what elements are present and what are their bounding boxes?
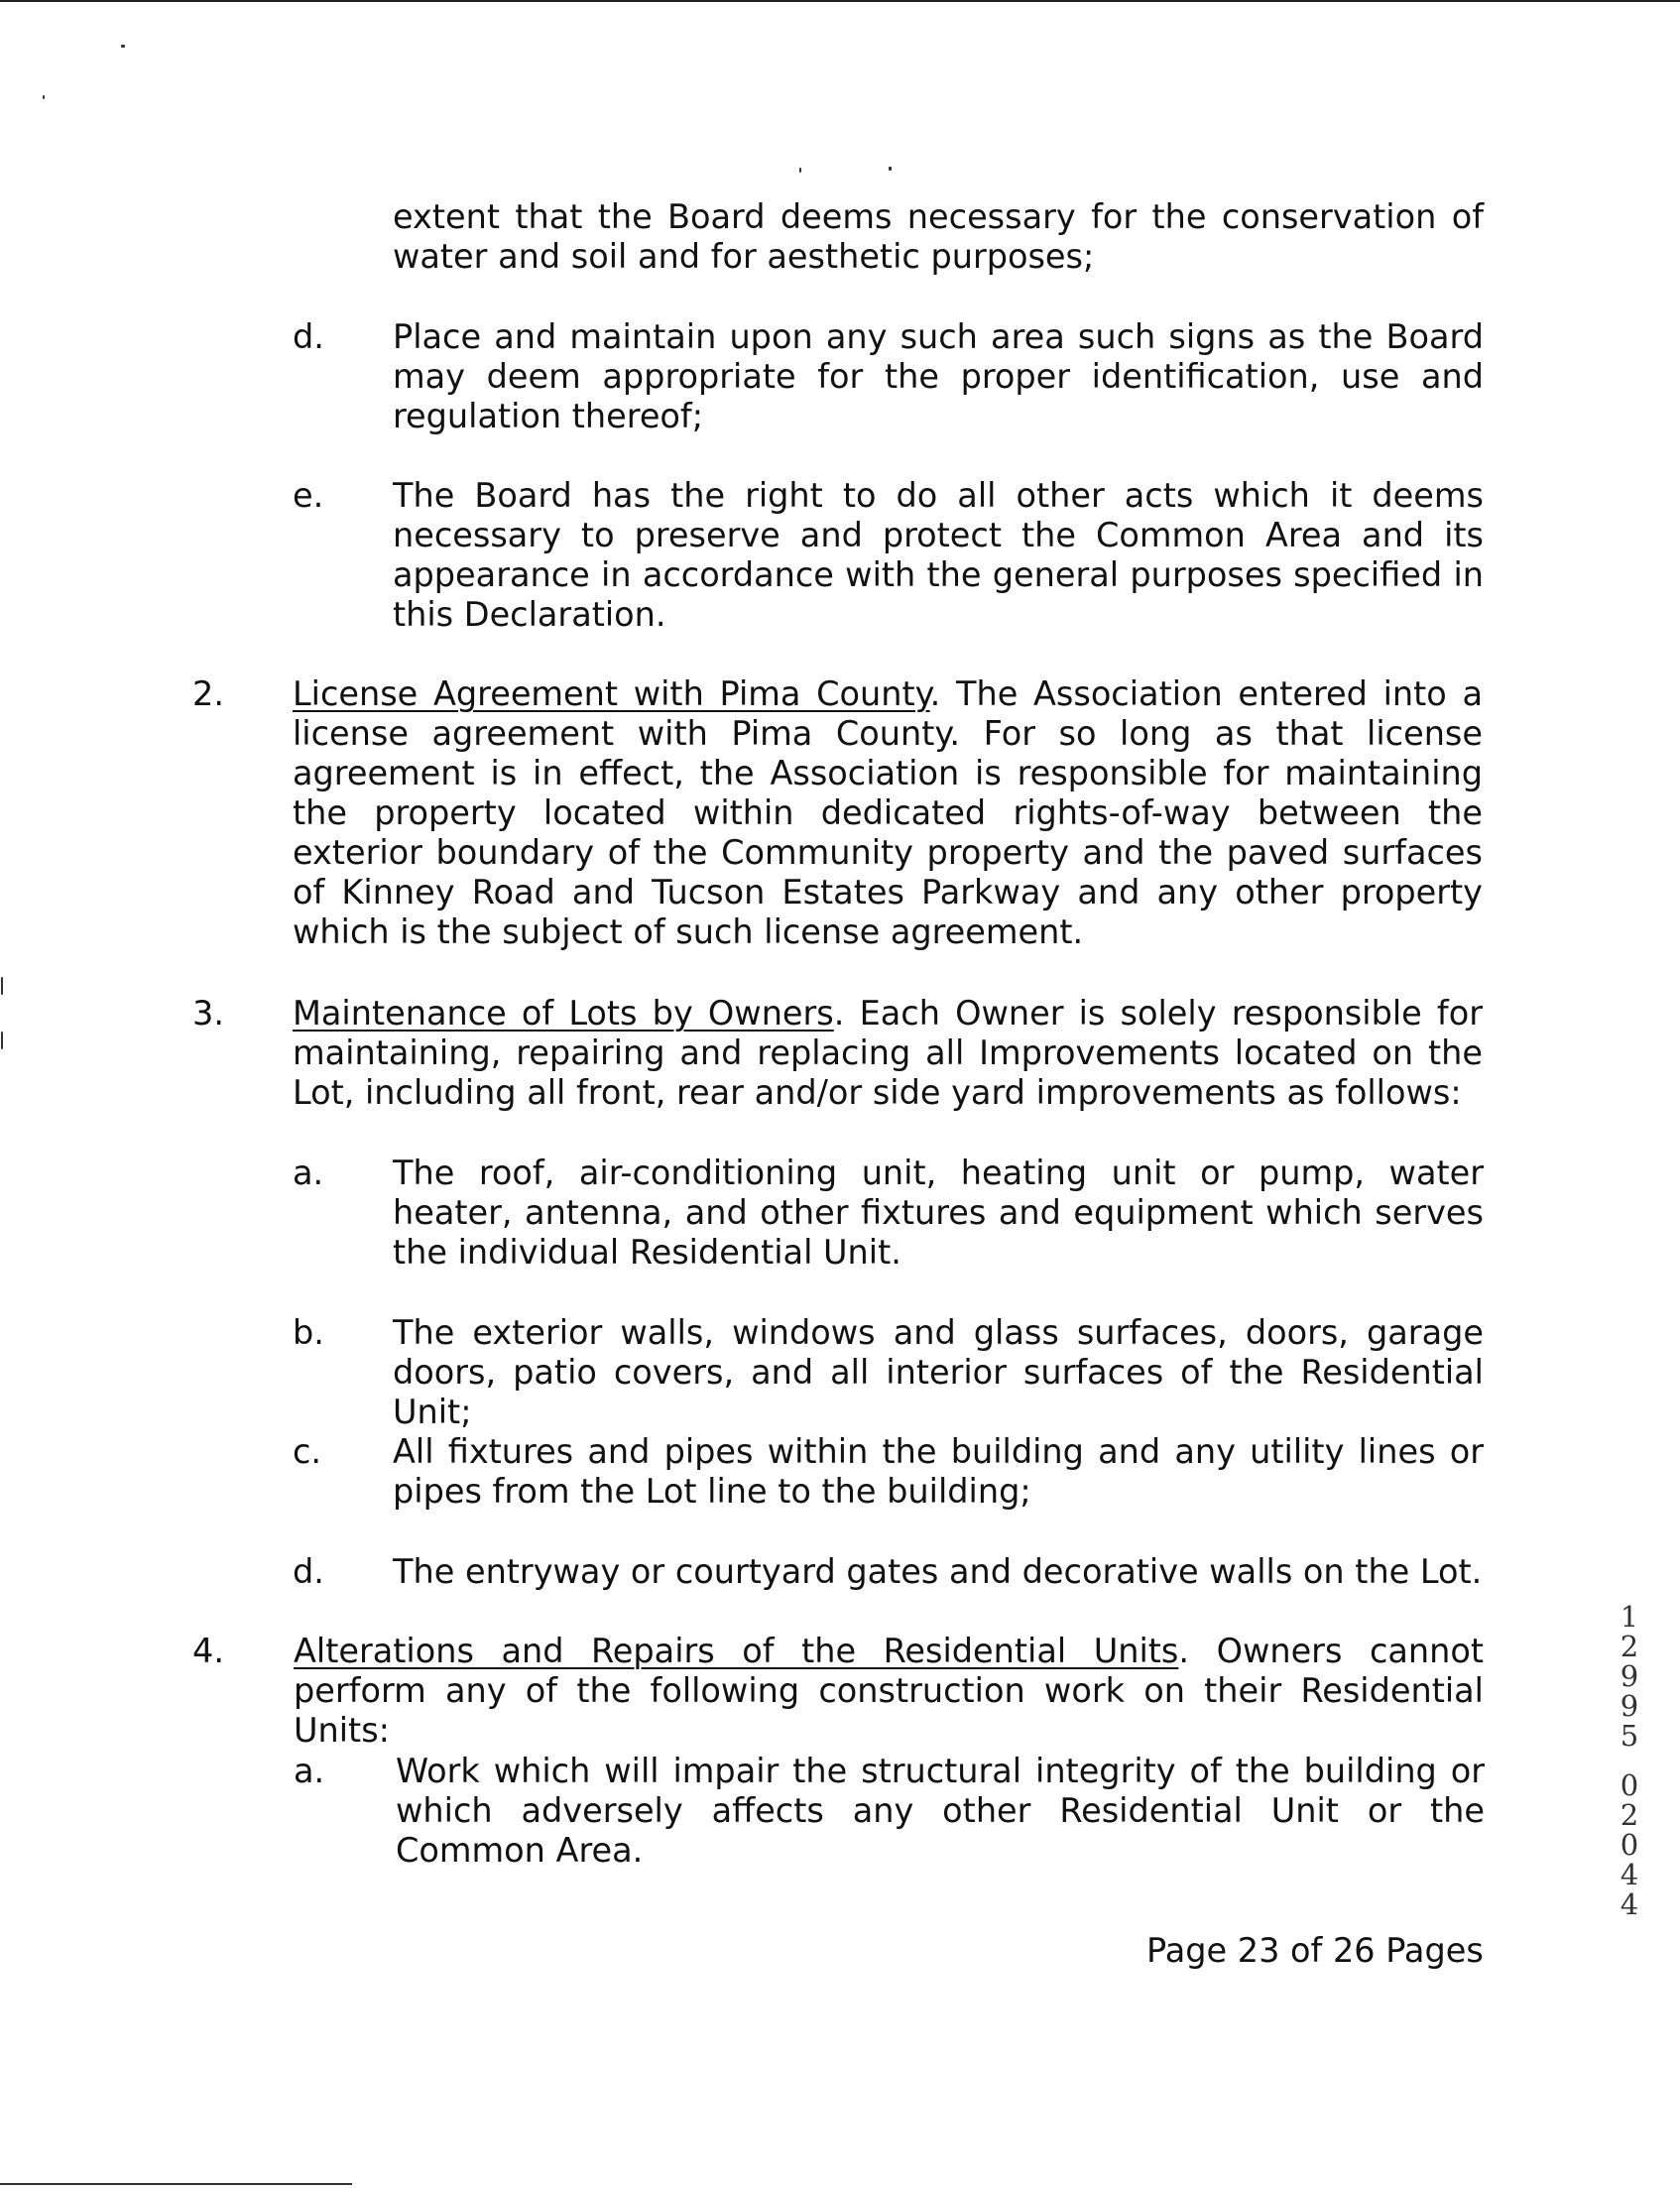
item-marker-e: e.: [293, 476, 324, 515]
stamp-digit: 9: [1620, 1689, 1639, 1723]
stamp-digit: 2: [1620, 1630, 1639, 1663]
subitem-text-3b: The exterior walls, windows and glass surfaces, doors, garage doors, patio covers, and all interior surfaces of the Residential Unit;: [393, 1313, 1484, 1431]
section-number-3: 3.: [192, 994, 224, 1033]
section-body-4: . Owners cannot perform any of the following construction work on their Residential Units:: [294, 1632, 1484, 1750]
section-heading-3: Maintenance of Lots by Owners: [293, 994, 834, 1033]
item-text-e: The Board has the right to do all other acts which it deems necessary to preserve and protect the Common Area and its appearance in accordance with the general purposes specified in this Declaration.: [393, 476, 1484, 634]
continuation-paragraph: extent that the Board deems necessary for the conservation of water and soil and for aesthetic purposes;: [393, 197, 1484, 276]
subitem-marker-3b: b.: [293, 1313, 324, 1352]
section-paragraph-2: [293, 674, 1483, 952]
item-text-d: Place and maintain upon any such area such signs as the Board may deem appropriate for the proper identification, use and regulation thereof;: [393, 317, 1484, 435]
recording-number-stamp: [1615, 1602, 1644, 1919]
scan-speck: [1, 977, 3, 995]
stamp-digit: 9: [1620, 1659, 1639, 1693]
section-body-3: . Each Owner is solely responsible for maintaining, repairing and replacing all Improvements located on the Lot, including all front, rear and/or side yard improvements as follows:: [293, 994, 1483, 1112]
section-body-2: . The Association entered into a license agreement with Pima County. For so long as that license agreement is in effect, the Association is responsible for maintaining the property located within dedicated rights-of-way between the exterior boundary of the Community property and the paved surfaces of Kinney Road and Tucson Estates Parkway and any other property which is the subject of such license agreement.: [293, 674, 1484, 951]
section-number-2: 2.: [192, 674, 224, 713]
subitem-text-3d: The entryway or courtyard gates and decorative walls on the Lot.: [393, 1552, 1483, 1591]
page-number: Page 23 of 26 Pages: [1146, 1931, 1484, 1970]
subitem-text-4a: Work which will impair the structural integrity of the building or which adversely affects any other Residential Unit or the Common Area.: [396, 1752, 1485, 1870]
subitem-marker-3d: d.: [293, 1552, 324, 1591]
scan-speck: [889, 167, 892, 171]
subitem-text-3a: The roof, air-conditioning unit, heating unit or pump, water heater, antenna, and other fixtures and equipment which serves the individual Residential Unit.: [393, 1154, 1484, 1272]
section-heading-2: License Agreement with Pima County: [293, 674, 930, 713]
stamp-digit: 4: [1620, 1858, 1639, 1891]
scan-top-edge: [0, 0, 1680, 2]
section-heading-4: Alterations and Repairs of the Residential Units: [294, 1632, 1179, 1670]
scan-bottom-edge: [0, 2183, 352, 2185]
section-paragraph-4: [294, 1632, 1484, 1751]
scan-speck: [799, 168, 801, 173]
stamp-digit: 0: [1620, 1828, 1639, 1862]
stamp-digit: 4: [1620, 1887, 1639, 1921]
section-number-4: 4.: [192, 1632, 224, 1670]
scan-speck: [43, 95, 45, 99]
stamp-digit: 1: [1620, 1600, 1639, 1634]
subitem-text-3c: All fixtures and pipes within the building and any utility lines or pipes from the Lot line to the building;: [393, 1432, 1484, 1511]
subitem-marker-4a: a.: [294, 1752, 325, 1790]
stamp-digit: 2: [1620, 1798, 1639, 1832]
section-paragraph-3: [293, 994, 1483, 1113]
item-marker-d: d.: [293, 317, 324, 356]
subitem-marker-3a: a.: [293, 1154, 324, 1192]
scan-speck: [1, 1032, 3, 1049]
subitem-marker-3c: c.: [293, 1432, 322, 1471]
scan-speck: [121, 45, 125, 48]
stamp-digit: 5: [1620, 1719, 1639, 1753]
stamp-digit: 0: [1620, 1768, 1639, 1802]
